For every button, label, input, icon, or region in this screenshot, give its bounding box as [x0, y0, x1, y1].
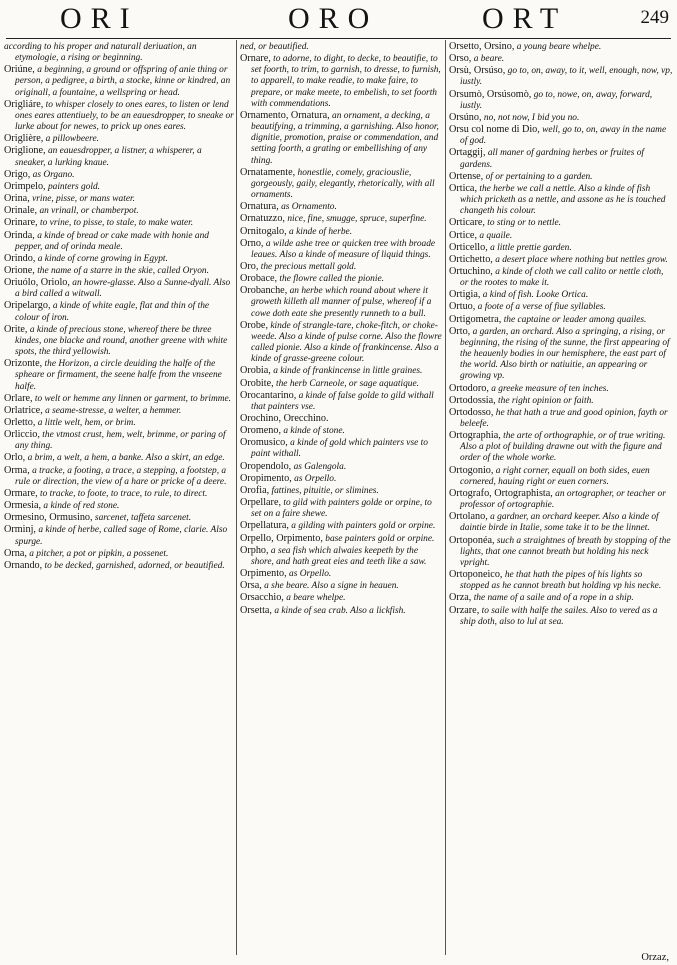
- entry-headword: Orione,: [4, 264, 35, 276]
- entry-definition: a kinde of red stone.: [41, 501, 120, 512]
- dictionary-entry: [4, 429, 234, 452]
- entry-definition: a gilding with painters gold or orpine.: [288, 521, 436, 532]
- entry-definition: as Organo.: [30, 169, 75, 180]
- dictionary-entry: [449, 569, 673, 592]
- entry-headword: Oromusico,: [240, 437, 288, 449]
- entry-definition: a sea fish which alwaies keepeth by the shore, and hath great eies and teeth like a saw.: [251, 545, 427, 567]
- dictionary-entry: [449, 407, 673, 430]
- entry-definition: a kinde of cloth we call calito or nettle cloth, or the rootes to make it.: [460, 266, 664, 289]
- entry-headword: Orpello, Orpimento,: [240, 532, 323, 544]
- entry-definition: an howre-glasse. Also a Sunne-dyall. Also a bird called a witwall.: [15, 278, 231, 300]
- entry-headword: Orobite,: [240, 377, 274, 389]
- dictionary-entry: [240, 167, 443, 201]
- dictionary-entry: [4, 193, 234, 205]
- entry-definition: as Ornamento.: [278, 202, 337, 213]
- dictionary-entry: [240, 485, 443, 497]
- entry-definition: go to, on, away, to it, well, enough, now, vp, iustly.: [460, 66, 673, 88]
- entry-definition: to adorne, to dight, to decke, to beautifie, to set foorth, to trim, to garnish, to dresse, to furnish, to apparell, to make readie, to make faire, to prepare, or make meete, to embelish, to set foorth with commendations.: [251, 54, 441, 109]
- entry-definition: a kinde of white eagle, flat and thin of the colour of iron.: [15, 301, 210, 323]
- entry-definition: a kinde of bread or cake made with honie and pepper, and of orinda meale.: [15, 230, 209, 252]
- dictionary-entry: [240, 273, 443, 285]
- entry-headword: Ormesino, Ormusino,: [4, 512, 93, 524]
- entry-headword: Ornamento, Ornatura,: [240, 109, 330, 121]
- entry-definition: the vtmost crust, hem, welt, brimme, or paring of any thing.: [15, 430, 226, 452]
- entry-definition: painters gold.: [45, 181, 101, 192]
- entry-definition: well, go to, on, away in the name of god.: [460, 125, 667, 147]
- dictionary-entry: [4, 548, 234, 560]
- dictionary-entry: [449, 301, 673, 313]
- page-number: 249: [640, 7, 669, 28]
- entry-headword: Orsúno,: [449, 111, 482, 123]
- dictionary-entry: [240, 390, 443, 413]
- dictionary-entry: [240, 413, 443, 425]
- dictionary-entry: [4, 230, 234, 253]
- entry-definition: a brim, a welt, a hem, a banke. Also a skirt, an edge.: [25, 453, 225, 464]
- entry-definition: to be decked, garnished, adorned, or beautified.: [42, 560, 225, 571]
- dictionary-entry: [240, 365, 443, 377]
- dictionary-entry: [449, 511, 673, 534]
- entry-headword: Orsetta,: [240, 604, 272, 616]
- entry-headword: Oro,: [240, 260, 259, 272]
- entry-headword: Ornare,: [240, 53, 271, 65]
- entry-definition: honestlie, comely, graciouslie, gorgeously, gaily, elegantly, rhetorically, with all ornaments.: [251, 167, 435, 201]
- entry-definition: as Galengola.: [291, 461, 347, 472]
- entry-definition: a right corner, equall on both sides, euen cornered, hauing right or euen corners.: [460, 465, 650, 487]
- entry-headword: Ortolano,: [449, 511, 488, 523]
- entry-headword: Orsetto, Orsino,: [449, 41, 515, 52]
- entry-headword: Orno,: [240, 237, 264, 249]
- entry-definition: an vrinall, or chamberpot.: [37, 206, 139, 217]
- entry-headword: Ormare,: [4, 487, 38, 499]
- entry-definition: a desert place where nothing but nettles grow.: [492, 254, 668, 265]
- dictionary-entry: [240, 378, 443, 390]
- dictionary-entry: [4, 405, 234, 417]
- entry-headword: Ortuo,: [449, 301, 476, 313]
- entry-headword: Ornatuzzo,: [240, 213, 285, 225]
- dictionary-entry: [4, 169, 234, 181]
- entry-headword: Orminj,: [4, 524, 36, 536]
- entry-headword: Orpellatura,: [240, 520, 289, 532]
- entry-definition: vrine, pisse, or mans water.: [29, 194, 135, 205]
- entry-definition: the herb Carneole, or sage aquatique.: [273, 378, 419, 389]
- entry-headword: Orna,: [4, 547, 27, 559]
- dictionary-entry: [4, 465, 234, 488]
- dictionary-entry: [449, 217, 673, 229]
- entry-definition: to vrine, to pisse, to stale, to make water.: [37, 218, 194, 229]
- entry-definition: such a straightnes of breath by stopping of the lights, that one cannot breath but holding his neck vpright.: [460, 535, 671, 568]
- dictionary-entry: [449, 124, 673, 147]
- entry-definition: as Orpello.: [286, 569, 332, 580]
- dictionary-entry: [240, 437, 443, 460]
- entry-definition: base painters gold or orpine.: [322, 533, 435, 544]
- entry-headword: Ortoponéa,: [449, 534, 495, 546]
- entry-headword: Orto,: [449, 325, 471, 337]
- entry-headword: Orochino, Orecchino.: [240, 413, 329, 424]
- entry-definition: ned, or beautified.: [240, 42, 309, 52]
- entry-headword: Oripelargo,: [4, 300, 51, 312]
- dictionary-entry: [240, 533, 443, 545]
- entry-headword: Orticello,: [449, 241, 488, 253]
- dictionary-entry: [449, 242, 673, 254]
- entry-definition: a kinde of precious stone, whereof there be three kindes, one blacke and round, another greene with white spots, the third yellowish.: [15, 324, 228, 358]
- entry-headword: Origo,: [4, 168, 31, 180]
- entry-definition: a beare.: [471, 54, 505, 65]
- dictionary-entry: [240, 213, 443, 225]
- dictionary-column-1: [4, 41, 234, 572]
- dictionary-entry: [240, 261, 443, 273]
- entry-definition: a tracke, a footing, a trace, a stepping, a footstep, a rule or direction, the view of a hare or pricke of a deere.: [15, 465, 227, 487]
- entry-definition: an ornament, a decking, a beautifying, a trimming, a garnishing. Also honor, dignitie, promotion, praise or commendation, and setting foorth, a grating or embellishing of any thing.: [251, 110, 439, 166]
- dictionary-entry: [449, 289, 673, 301]
- dictionary-entry: [4, 300, 234, 323]
- entry-headword: Orinare,: [4, 217, 38, 229]
- dictionary-entry: [449, 592, 673, 604]
- dictionary-entry: [4, 217, 234, 229]
- entry-headword: Oropendolo,: [240, 460, 292, 472]
- dictionary-entry: [449, 171, 673, 183]
- dictionary-entry: [240, 285, 443, 319]
- entry-headword: Orlare,: [4, 392, 33, 404]
- entry-headword: Orlatrice,: [4, 404, 43, 416]
- dictionary-entry: [240, 201, 443, 213]
- entry-definition: the captaine or leader among quailes.: [501, 314, 647, 325]
- entry-definition: a she beare. Also a signe in heauen.: [261, 581, 399, 592]
- dictionary-entry: [240, 580, 443, 592]
- entry-definition: a kinde of sea crab. Also a lickfish.: [271, 605, 406, 616]
- entry-definition: a foote of a verse of fiue syllables.: [475, 302, 606, 313]
- entry-headword: Orzare,: [449, 604, 480, 616]
- entry-definition: he that hath the pipes of his lights so stopped as he cannot breath but holding vp his necke.: [460, 570, 662, 592]
- dictionary-entry: [449, 41, 673, 53]
- entry-headword: Orocantarino,: [240, 389, 297, 401]
- entry-headword: Ortigometra,: [449, 313, 502, 325]
- dictionary-entry: [240, 568, 443, 580]
- page-header: [0, 0, 677, 40]
- entry-headword: Ortuchino,: [449, 265, 493, 277]
- entry-headword: Ornando,: [4, 559, 43, 571]
- entry-headword: Orite,: [4, 323, 28, 335]
- entry-definition: a garden, an orchard. Also a springing, a rising, or beginning, the rising of the sunne, the first appearing of the heauenly bodies in our hemisphere, the east part of the world. Also birth or natiuitie, an appearing or growing vp.: [460, 326, 670, 382]
- entry-definition: a wilde ashe tree or quicken tree with broade leaues. Also a kinde of measure of liquid things.: [251, 238, 436, 260]
- entry-headword: Orimpelo,: [4, 180, 46, 192]
- dictionary-entry: [4, 417, 234, 429]
- entry-definition: a little prettie garden.: [487, 242, 572, 253]
- entry-headword: Ormesia,: [4, 500, 42, 512]
- dictionary-entry: [449, 326, 673, 383]
- entry-definition: to welt or hemme any linnen or garment, to brimme.: [32, 393, 231, 404]
- entry-definition: a little welt, hem, or brim.: [35, 418, 136, 428]
- entry-headword: Orsa,: [240, 580, 262, 592]
- dictionary-entry: [4, 393, 234, 405]
- entry-headword: Ortografo, Ortographista,: [449, 487, 553, 499]
- entry-definition: an ortographer, or teacher or professor of ortographie.: [460, 488, 666, 511]
- entry-definition: to gild with painters golde or orpine, to set on a faire shewe.: [251, 498, 432, 520]
- entry-headword: Ornatamente,: [240, 166, 296, 178]
- entry-headword: Orma,: [4, 464, 30, 476]
- entry-definition: a young beare whelpe.: [514, 42, 602, 52]
- entry-definition: an herbe which round about where it groweth killeth all manner of pulse, whereof if a cowe doth eate she presently runneth to a bull.: [251, 286, 432, 319]
- dictionary-entry: [4, 488, 234, 500]
- dictionary-entry: [449, 53, 673, 65]
- dictionary-entry: [449, 605, 673, 628]
- entry-headword: Orliccio,: [4, 429, 40, 441]
- entry-definition: a kinde of herbe.: [286, 226, 353, 237]
- entry-headword: Orpimento,: [240, 568, 287, 580]
- entry-definition: the right opinion or faith.: [495, 395, 594, 406]
- dictionary-entry: [240, 545, 443, 568]
- entry-definition: according to his proper and naturall deriuation, an etymologie, a rising or beginning.: [4, 42, 197, 64]
- entry-headword: Ortodosso,: [449, 406, 494, 418]
- entry-headword: Ornitogalo,: [240, 225, 287, 237]
- entry-headword: Orletto,: [4, 417, 36, 428]
- dictionary-entry: [4, 524, 234, 547]
- header-rule: [6, 38, 671, 39]
- dictionary-entry: [4, 41, 234, 64]
- entry-definition: a seame-stresse, a welter, a hemmer.: [42, 405, 182, 416]
- entry-headword: Orobia,: [240, 365, 271, 377]
- header-center-headword: ORO: [288, 2, 379, 35]
- dictionary-entry: [240, 226, 443, 238]
- entry-headword: Orpho,: [240, 544, 269, 556]
- entry-headword: Ornatura,: [240, 201, 279, 213]
- entry-definition: fattines, pituitie, or slimines.: [269, 485, 379, 496]
- column-divider-1: [236, 40, 237, 955]
- dictionary-entry: [4, 452, 234, 464]
- entry-headword: Orlo,: [4, 452, 26, 464]
- entry-definition: kinde of strangle-tare, choke-fitch, or choke-weede. Also a kinde of pulse corne. Also the flowre called pionie. Also a kinde of frankincense. Also a kinde of grasse-greene colour.: [251, 320, 442, 365]
- entry-headword: Orinda,: [4, 229, 35, 241]
- entry-definition: a pillowbeere.: [43, 134, 99, 145]
- dictionary-entry: [449, 230, 673, 242]
- entry-headword: Ortice,: [449, 229, 478, 241]
- entry-headword: Orobe,: [240, 319, 269, 331]
- dictionary-entry: [449, 183, 673, 217]
- dictionary-entry: [240, 41, 443, 53]
- entry-headword: Ortaggij,: [449, 147, 486, 159]
- entry-definition: a quaile.: [477, 230, 513, 241]
- dictionary-entry: [240, 53, 443, 110]
- entry-definition: a beare whelpe.: [283, 593, 346, 604]
- dictionary-column-2: [240, 41, 443, 617]
- dictionary-entry: [240, 238, 443, 261]
- dictionary-entry: [449, 314, 673, 326]
- entry-definition: all maner of gardning herbes or fruites of gardens.: [460, 148, 645, 170]
- entry-headword: Orsù, Orsúso,: [449, 65, 506, 77]
- entry-headword: Orindo,: [4, 252, 36, 264]
- entry-headword: Ortodossia,: [449, 394, 496, 406]
- entry-definition: the flowre called the pionie.: [277, 274, 384, 285]
- entry-definition: an eauesdropper, a listner, a whisperer, a sneaker, a lurking knaue.: [15, 146, 202, 168]
- entry-headword: Orobace,: [240, 273, 278, 285]
- entry-headword: Ortogonio,: [449, 464, 494, 476]
- entry-definition: the arte of orthographie, or of true writing. Also a plot of building drawne out with the figure and order of the whole worke.: [460, 431, 666, 464]
- dictionary-entry: [4, 64, 234, 98]
- dictionary-entry: [449, 147, 673, 170]
- dictionary-entry: [449, 266, 673, 289]
- entry-headword: Oriuólo, Oriolo,: [4, 277, 70, 289]
- dictionary-entry: [449, 465, 673, 488]
- dictionary-entry: [449, 488, 673, 511]
- entry-definition: a kind of fish. Looke Ortica.: [480, 290, 589, 301]
- entry-definition: to whisper closely to ones eares, to listen or lend ones eares attentiuely, to be an eauesdropper, to sneake or lurke about for newes, to prick up ones eares.: [15, 99, 234, 133]
- dictionary-entry: [4, 265, 234, 277]
- entry-headword: Origliáre,: [4, 98, 44, 110]
- entry-headword: Ortigia,: [449, 289, 481, 301]
- entry-definition: a kinde of false golde to gild withall that painters vse.: [251, 390, 434, 412]
- dictionary-entry: [240, 592, 443, 604]
- entry-headword: Orso,: [449, 53, 472, 65]
- entry-definition: to tracke, to foote, to trace, to rule, to direct.: [37, 488, 208, 499]
- entry-headword: Orza,: [449, 592, 472, 604]
- entry-definition: to saile with halfe the sailes. Also to vered as a ship doth, also to lul at sea.: [460, 605, 658, 627]
- dictionary-entry: [4, 560, 234, 572]
- entry-definition: of or pertaining to a garden.: [483, 171, 593, 182]
- entry-definition: to sting or to nettle.: [484, 218, 561, 229]
- entry-headword: Oriúne,: [4, 64, 35, 76]
- entry-headword: Oropimento,: [240, 472, 292, 484]
- dictionary-entry: [449, 430, 673, 464]
- entry-definition: the herbe we call a nettle. Also a kinde of fish which pricketh as a nettle, and assone as he is touched changeth his colour.: [460, 183, 666, 217]
- dictionary-entry: [449, 89, 673, 112]
- dictionary-entry: [449, 535, 673, 569]
- dictionary-entry: [4, 181, 234, 193]
- entry-headword: Orsacchio,: [240, 592, 284, 604]
- entry-definition: he that hath a true and good opinion, fayth or beleefe.: [460, 407, 668, 429]
- dictionary-entry: [4, 324, 234, 358]
- dictionary-entry: [449, 65, 673, 88]
- entry-headword: Ortichetto,: [449, 253, 493, 265]
- entry-definition: as Orpello.: [291, 473, 337, 484]
- dictionary-entry: [4, 133, 234, 145]
- entry-headword: Orticare,: [449, 217, 485, 229]
- entry-definition: a greeke measure of ten inches.: [488, 383, 609, 394]
- entry-definition: a kinde of corne growing in Egypt.: [35, 253, 168, 264]
- entry-definition: a kinde of gold which painters vse to paint withall.: [251, 438, 428, 460]
- entry-definition: a beginning, a ground or offspring of anie thing or person, a pedigree, a birth, a stocke, kinne or kindred, an originall, a fountaine, a wellspring or head.: [15, 65, 231, 98]
- entry-headword: Origlione,: [4, 145, 46, 157]
- entry-definition: the name of a starre in the skie, called Oryon.: [34, 265, 209, 276]
- dictionary-entry: [4, 99, 234, 133]
- catchword: Orzaz,: [641, 952, 669, 963]
- dictionary-entry: [4, 500, 234, 512]
- dictionary-entry: [4, 205, 234, 217]
- entry-headword: Orobanche,: [240, 285, 288, 297]
- header-left-headword: ORI: [60, 2, 139, 35]
- entry-headword: Ortographia,: [449, 430, 501, 442]
- dictionary-entry: [240, 520, 443, 532]
- column-divider-2: [445, 40, 446, 955]
- dictionary-entry: [449, 395, 673, 407]
- entry-headword: Orsu col nome di Dio,: [449, 124, 540, 136]
- entry-headword: Orinale,: [4, 205, 38, 217]
- dictionary-entry: [240, 110, 443, 167]
- dictionary-entry: [240, 425, 443, 437]
- dictionary-entry: [240, 605, 443, 617]
- entry-headword: Oromeno,: [240, 425, 282, 437]
- entry-headword: Ortoponeico,: [449, 569, 503, 581]
- entry-headword: Ortodoro,: [449, 382, 489, 394]
- dictionary-entry: [240, 497, 443, 520]
- entry-headword: Orpellare,: [240, 497, 282, 509]
- entry-definition: sarcenet, taffeta sarcenet.: [92, 513, 192, 524]
- dictionary-entry: [240, 461, 443, 473]
- entry-definition: a pitcher, a pot or pipkin, a possenet.: [26, 548, 169, 559]
- dictionary-entry: [240, 473, 443, 485]
- entry-definition: a kinde of frankincense in little graines.: [270, 366, 423, 377]
- dictionary-entry: [449, 112, 673, 124]
- dictionary-entry: [4, 277, 234, 300]
- header-right-headword: ORT: [482, 2, 568, 35]
- entry-definition: the Horizon, a circle deuiding the halfe of the spheare or firmament, the seene halfe from the vnseene halfe.: [15, 359, 222, 392]
- entry-definition: the name of a saile and of a rope in a ship.: [471, 593, 634, 604]
- entry-headword: Origlière,: [4, 133, 44, 145]
- entry-headword: Orsumò, Orsúsomò,: [449, 88, 532, 100]
- entry-definition: a kinde of herbe, called sage of Rome, clarie. Also spurge.: [15, 525, 228, 547]
- entry-headword: Orizonte,: [4, 358, 43, 370]
- dictionary-entry: [4, 145, 234, 168]
- dictionary-entry: [4, 358, 234, 392]
- entry-headword: Orina,: [4, 193, 30, 205]
- entry-definition: go to, nowe, on, away, forward, iustly.: [460, 89, 653, 111]
- dictionary-column-3: [449, 41, 673, 628]
- entry-definition: a gardner, an orchard keeper. Also a kinde of daintie birde in Italie, some take it to be the linnet.: [460, 512, 659, 534]
- dictionary-entry: [4, 512, 234, 524]
- dictionary-entry: [449, 254, 673, 266]
- dictionary-entry: [449, 383, 673, 395]
- entry-headword: Orofia,: [240, 484, 270, 496]
- dictionary-entry: [4, 253, 234, 265]
- dictionary-entry: [240, 320, 443, 366]
- entry-definition: nice, fine, smugge, spruce, superfine.: [284, 214, 427, 225]
- entry-definition: the precious mettall gold.: [258, 261, 357, 272]
- entry-headword: Ortense,: [449, 170, 484, 182]
- entry-headword: Ortica,: [449, 182, 478, 194]
- entry-definition: a kinde of stone.: [281, 426, 345, 437]
- entry-definition: no, not now, I bid you no.: [481, 112, 580, 123]
